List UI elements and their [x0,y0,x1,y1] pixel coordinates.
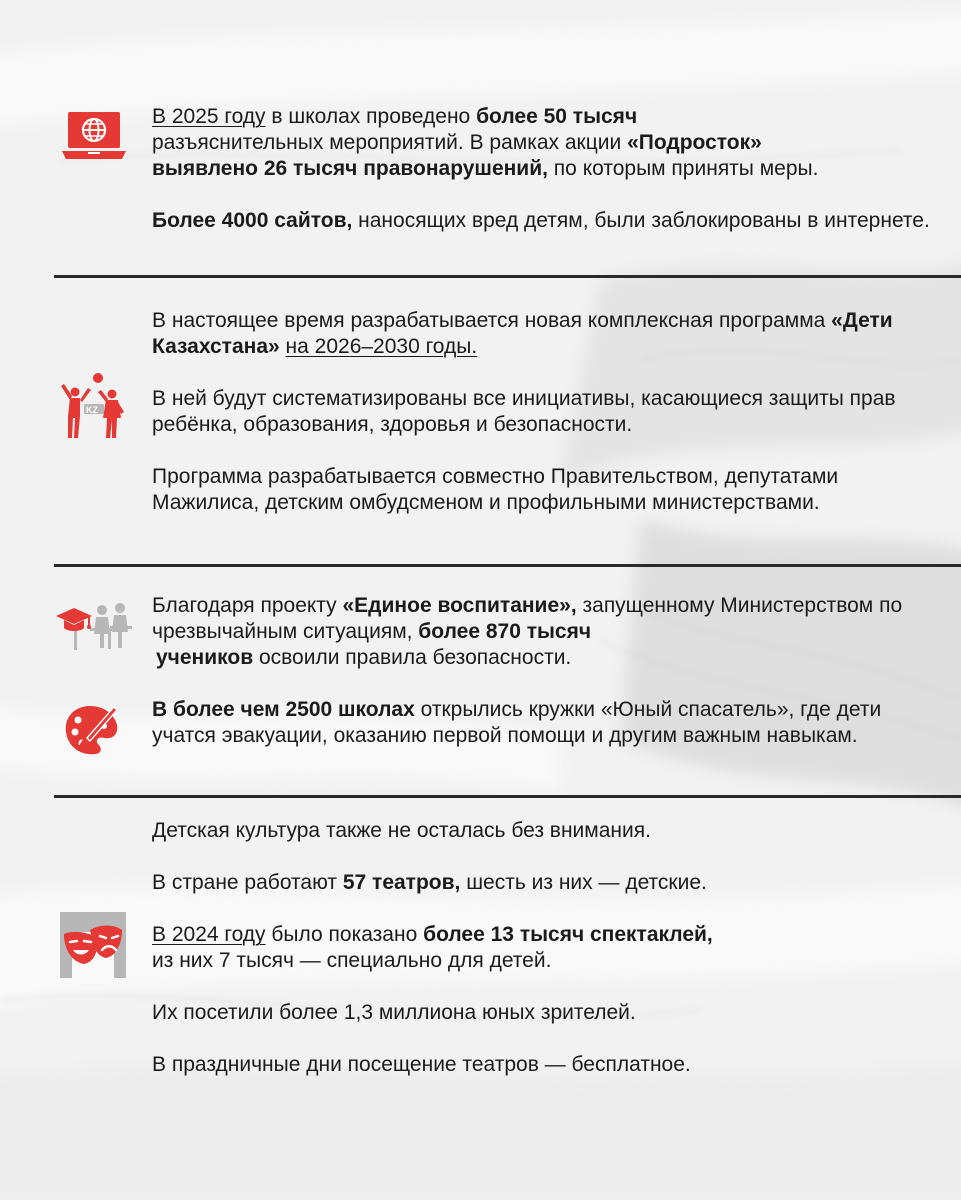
spectators-paragraph: Их посетили более 1,3 миллиона юных зрителей. [152,1001,636,1024]
year-2025-link: В 2025 году [152,105,266,128]
culture-intro-paragraph: Детская культура также не осталась без внимания. [152,819,651,842]
paint-palette-icon [62,702,122,758]
free-admission-paragraph: В праздничные дни посещение театров — бесплатное. [152,1053,691,1076]
young-rescuer-paragraph: В более чем 2500 школах открылись кружки «Юный спасатель», где дети учатся эвакуации, оказанию первой помощи и другим важным навыкам. [152,698,882,747]
divider-3 [54,795,961,798]
initiatives-paragraph: В ней будут систематизированы все инициативы, касающиеся защиты прав ребёнка, образования, здоровья и безопасности. [152,387,896,436]
section-program-text [152,308,932,516]
schools-events-paragraph: В 2025 году в школах проведено более 50 тысяч разъяснительных мероприятий. В рамках акции «Подросток» выявлено 26 тысяч правонарушений, по которым приняты меры. [152,105,819,180]
section-culture-text [152,818,932,1078]
theaters-count-paragraph: В стране работают 57 театров, шесть из них — детские. [152,871,707,894]
program-developers-paragraph: Программа разрабатывается совместно Правительством, депутатами Мажилиса, детским омбудсменом и профильными министерствами. [152,465,839,514]
graduation-classroom-icon [54,598,134,654]
laptop-globe-icon [62,110,126,162]
blocked-sites-paragraph: Более 4000 сайтов, наносящих вред детям, были заблокированы в интернете. [152,209,930,232]
unified-education-paragraph: Благодаря проекту «Единое воспитание», запущенному Министерством по чрезвычайным ситуациям, более 870 тысяч учеников освоили правила безопасности. [152,594,903,669]
section-safety-text [152,593,932,749]
performances-paragraph: В 2024 году было показано более 13 тысяч спектаклей, из них 7 тысяч — специально для детей. [152,923,713,972]
years-2026-2030-link: на 2026–2030 годы. [285,335,478,358]
section-internet-text [152,104,932,234]
divider-1 [54,275,961,278]
divider-2 [54,564,961,567]
new-program-paragraph: В настоящее время разрабатывается новая комплексная программа «Дети Казахстана» на 2026–2030 годы. [152,309,893,358]
year-2024-link: В 2024 году [152,923,266,946]
children-kz-icon [58,372,128,440]
svg-text:KZ: KZ [86,405,98,415]
theater-masks-icon [60,912,126,978]
